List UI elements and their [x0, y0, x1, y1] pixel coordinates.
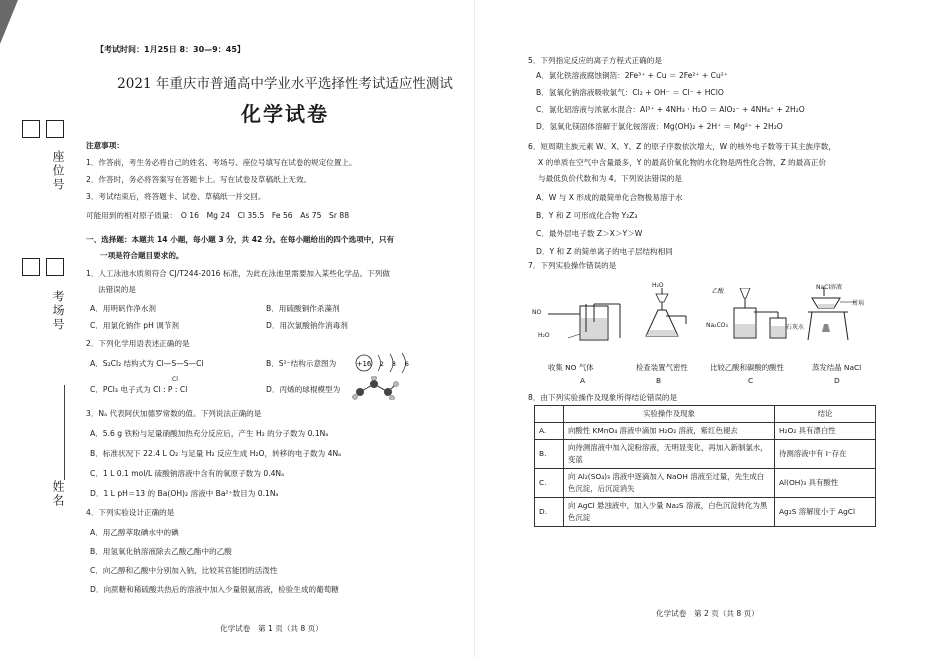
q1-option-d: D．用次氯酸钠作消毒剂: [266, 321, 348, 330]
sulfide-ion-diagram: [350, 351, 422, 375]
apparatus-c-acid-compare: [720, 288, 800, 342]
subject-title: 化学试卷: [241, 102, 329, 126]
q5-option-b: B．氢氧化钠溶液吸收氯气：Cl₂ + OH⁻ ＝ Cl⁻ + HClO: [536, 88, 724, 97]
table-cell-option: A.: [535, 423, 564, 440]
q2-option-d: D．丙烯的球棍模型为: [266, 385, 341, 394]
q1-option-b: B．用硫酸铜作杀藻剂: [266, 304, 340, 313]
q5-option-c: C．氯化铝溶液与浓氨水混合：Al³⁺ + 4NH₃ · H₂O ＝ AlO₂⁻ + 4NH₄⁺ + 2H₂O: [536, 105, 805, 114]
notice-item: 1．作答前，考生务必将自己的姓名、考场号、座位号填写在试卷的规定位置上。: [86, 158, 357, 167]
q8-stem: 8．由下列实验操作及现象所得结论错误的是: [528, 393, 678, 402]
notice-heading: 注意事项：: [86, 141, 124, 150]
page-footer-left: 化学试卷 第 1 页（共 8 页）: [220, 624, 323, 633]
binding-gutter: [0, 0, 82, 658]
q1-option-c: C．用氯化钠作 pH 调节剂: [90, 321, 180, 330]
table-row: [535, 423, 876, 440]
table-header: [535, 406, 564, 423]
notice-item: 3．考试结束后，将答题卡、试卷、草稿纸一并交回。: [86, 192, 266, 201]
q7-caption-b: 检查装置气密性: [636, 363, 688, 372]
q4-option-c: C．向乙醇和乙酸中分别加入钠，比较其官能团的活泼性: [90, 566, 278, 575]
table-row: [535, 440, 876, 469]
q7-stem: 7．下列实验操作错误的是: [528, 261, 617, 270]
exam-time: 【考试时间：1月25日 8：30—9：45】: [96, 45, 245, 54]
room-box: [22, 258, 40, 276]
seat-box: [22, 120, 40, 138]
q7-caption-a: 收集 NO 气体: [548, 363, 594, 372]
q6-option-b: B．Y 和 Z 可形成化合物 Y₂Z₃: [536, 211, 638, 220]
q6-stem: 6．短周期主族元素 W、X、Y、Z 的原子序数依次增大，W 的核外电子数等于其主族序数，: [528, 142, 836, 151]
table-cell-operation: 向待测溶液中加入淀粉溶液，无明显变化，再加入新制氯水，变蓝: [564, 440, 775, 469]
q7-caption-d: 蒸发结晶 NaCl: [812, 363, 862, 372]
q3-option-a: A．5.6 g 铁粉与足量硝酸加热充分反应后，产生 H₂ 的分子数为 0.1Nₐ: [90, 429, 329, 438]
q7-letter-c: C: [748, 376, 754, 385]
q7-letter-d: D: [834, 376, 840, 385]
svg-text:6: 6: [405, 361, 409, 368]
atomic-masses: 可能用到的相对原子质量： O 16 Mg 24 Cl 35.5 Fe 56 As 75 Sr 88: [86, 211, 350, 220]
page-footer-right: 化学试卷 第 2 页（共 8 页）: [656, 609, 759, 618]
q1-stem: 1．人工泳池水质须符合 CJ/T244-2016 标准，为此在泳池里需要加入某些化学品。下列做: [86, 269, 390, 278]
q3-option-c: C．1 L 0.1 mol/L 硫酸钠溶液中含有的氧原子数为 0.4Nₐ: [90, 469, 285, 478]
q1-stem-cont: 法错误的是: [98, 285, 136, 294]
q2-option-c: C．PCl₃ 电子式为 Cl : P : Cl: [90, 385, 188, 394]
label-na2co3: Na₂CO₃: [706, 322, 728, 329]
q2-c-top-cl: Cl: [172, 376, 178, 383]
label-acetic: 乙酸: [712, 288, 725, 295]
q7-letter-b: B: [656, 376, 662, 385]
label-no: NO: [532, 309, 542, 316]
q1-option-a: A．用明矾作净水剂: [90, 304, 156, 313]
exam-title: 2021 年重庆市普通高中学业水平选择性考试适应性测试: [117, 76, 453, 92]
label-crucible: 坩埚: [852, 300, 865, 307]
table-cell-operation: 向 AgCl 悬浊液中，加入少量 Na₂S 溶液，白色沉淀转化为黑色沉淀: [564, 498, 775, 527]
q2-stem: 2．下列化学用语表述正确的是: [86, 339, 190, 348]
q6-option-a: A．W 与 X 形成的最简单化合物极易溶于水: [536, 193, 683, 202]
apparatus-d-evaporation: [804, 288, 868, 342]
q8-table: [534, 405, 876, 527]
label-h2o-b: H₂O: [652, 282, 664, 289]
q3-stem: 3．Nₐ 代表阿伏加德罗常数的值。下列说法正确的是: [86, 409, 262, 418]
q3-option-b: B．标准状况下 22.4 L O₂ 与足量 H₂ 反应生成 H₂O，转移的电子数为 4Nₐ: [90, 449, 342, 458]
label-h2o: H₂O: [538, 332, 550, 339]
q4-stem: 4．下列实验设计正确的是: [86, 508, 175, 517]
apparatus-b-airtightness: [642, 288, 692, 342]
seat-label: 座位号: [51, 150, 65, 192]
table-cell-conclusion: H₂O₂ 具有漂白性: [775, 423, 876, 440]
q2-option-a: A．S₂Cl₂ 结构式为 Cl—S—S—Cl: [90, 359, 204, 368]
table-header: 结论: [775, 406, 876, 423]
table-cell-operation: 向酸性 KMnO₄ 溶液中滴加 H₂O₂ 溶液，紫红色褪去: [564, 423, 775, 440]
table-header: 实验操作及现象: [564, 406, 775, 423]
table-cell-option: D.: [535, 498, 564, 527]
table-cell-option: B.: [535, 440, 564, 469]
name-underline: [64, 385, 65, 480]
table-cell-operation: 向 Al₂(SO₄)₃ 溶液中逐滴加入 NaOH 溶液至过量，先生成白色沉淀，后沉淀消失: [564, 469, 775, 498]
svg-text:2: 2: [380, 361, 384, 368]
q6-stem-cont: 与最低负价代数和为 4。下列说法错误的是: [538, 174, 682, 183]
table-row: [535, 469, 876, 498]
svg-text:8: 8: [392, 361, 396, 368]
q7-caption-c: 比较乙酸和碳酸的酸性: [710, 363, 784, 372]
table-cell-conclusion: Ag₂S 溶解度小于 AgCl: [775, 498, 876, 527]
q6-option-c: C．最外层电子数 Z＞X＞Y＞W: [536, 229, 643, 238]
q6-stem-cont: X 的单质在空气中含量最多，Y 的最高价氧化物的水化物是两性化合物，Z 的最高正价: [538, 158, 827, 167]
section-heading: 一、选择题：本题共 14 小题，每小题 3 分，共 42 分。在每小题给出的四个选项中，只有: [86, 235, 395, 244]
q5-stem: 5．下列指定反应的离子方程式正确的是: [528, 56, 662, 65]
table-cell-option: C.: [535, 469, 564, 498]
name-label: 姓名: [51, 480, 65, 508]
q5-option-d: D．氢氧化镁固体溶解于氯化铵溶液：Mg(OH)₂ + 2H⁺ ＝ Mg²⁺ + 2H₂O: [536, 122, 783, 131]
table-row: [535, 498, 876, 527]
propene-ball-stick-model: [352, 376, 402, 400]
q4-option-d: D．向蔗糖和稀硫酸共热后的溶液中加入少量银氨溶液，检验生成的葡萄糖: [90, 585, 339, 594]
section-heading-cont: 一项是符合题目要求的。: [100, 251, 184, 260]
q2-option-b: B．S²⁻结构示意图为: [266, 359, 337, 368]
table-cell-conclusion: Al(OH)₃ 具有酸性: [775, 469, 876, 498]
room-label: 考场号: [51, 290, 65, 332]
room-box: [46, 258, 64, 276]
q6-option-d: D．Y 和 Z 的简单离子的电子层结构相同: [536, 247, 673, 256]
label-limewater: 石灰水: [786, 324, 805, 331]
svg-text:+16: +16: [356, 360, 372, 368]
q4-option-b: B．用氢氧化钠溶液除去乙酸乙酯中的乙酸: [90, 547, 232, 556]
q4-option-a: A．用乙醇萃取碘水中的碘: [90, 528, 179, 537]
table-cell-conclusion: 待测溶液中有 I⁻存在: [775, 440, 876, 469]
table-header-row: [535, 406, 876, 423]
seat-box: [46, 120, 64, 138]
q5-option-a: A．氯化铁溶液腐蚀铜箔：2Fe³⁺ + Cu ＝ 2Fe²⁺ + Cu²⁺: [536, 71, 728, 80]
q7-letter-a: A: [580, 376, 586, 385]
label-nacl: NaCl溶液: [816, 284, 843, 291]
notice-item: 2．作答时，务必将答案写在答题卡上。写在试卷及草稿纸上无效。: [86, 175, 312, 184]
q7-apparatus-row: [534, 282, 874, 342]
q3-option-d: D．1 L pH＝13 的 Ba(OH)₂ 溶液中 Ba²⁺数目为 0.1Nₐ: [90, 489, 279, 498]
